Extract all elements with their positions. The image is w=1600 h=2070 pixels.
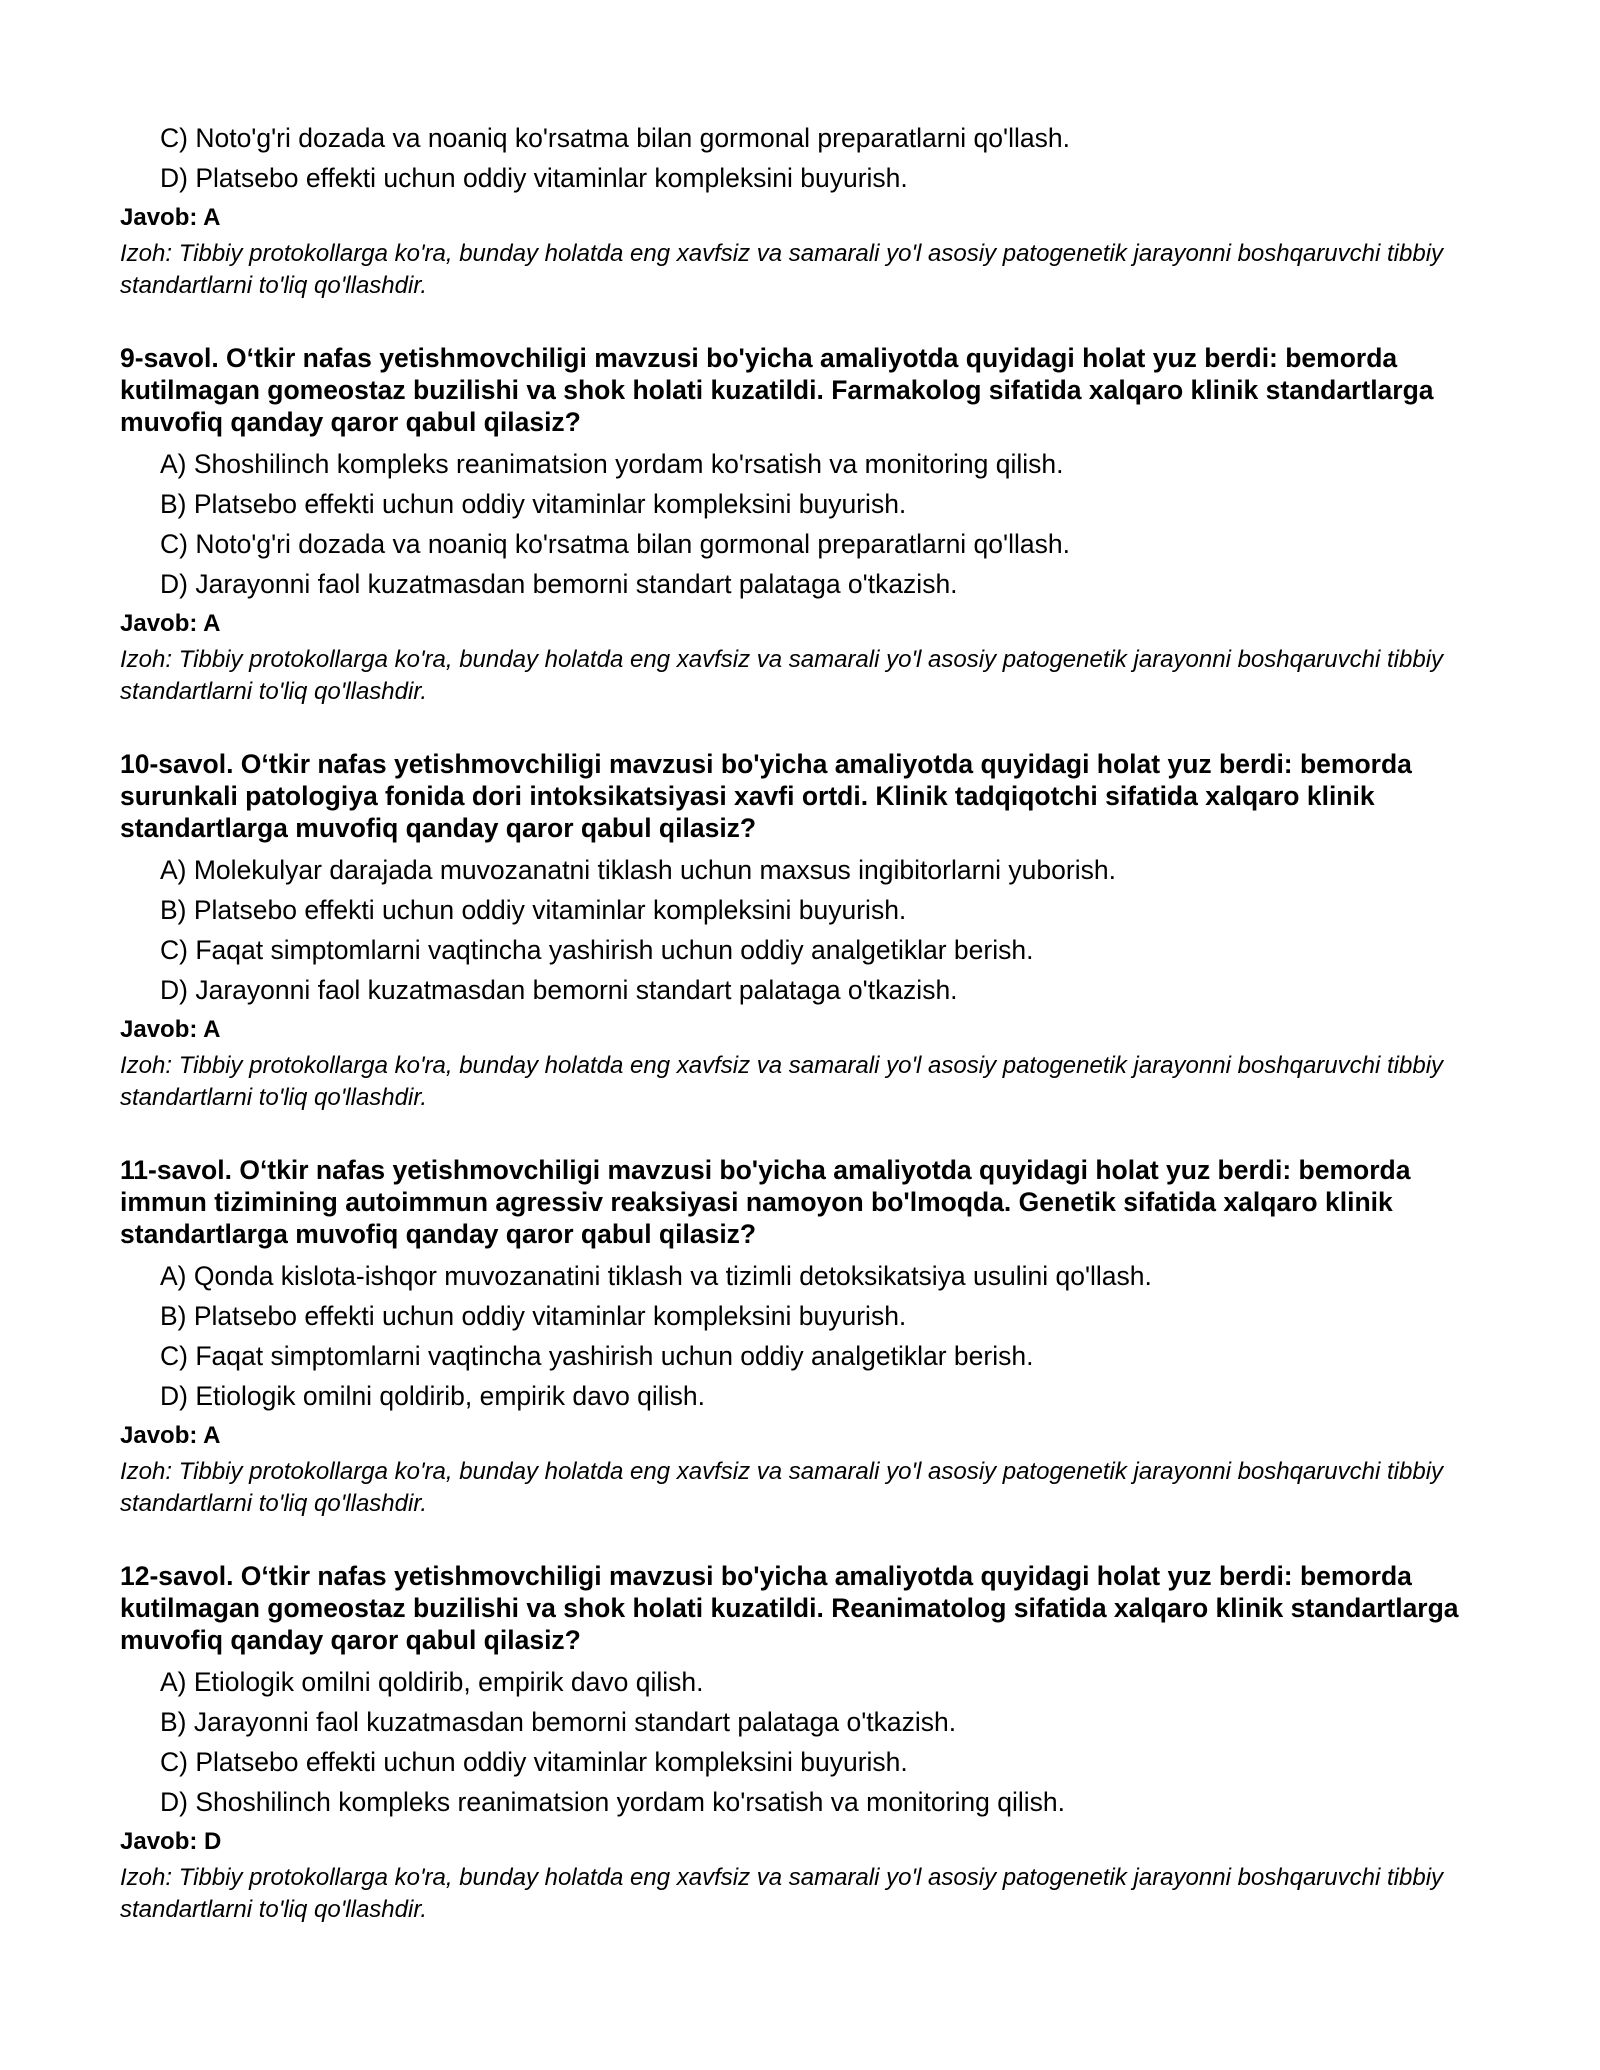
option-c: C) Faqat simptomlarni vaqtincha yashirish uchun oddiy analgetiklar berish. xyxy=(160,935,1034,965)
option-c: C) Noto'g'ri dozada va noaniq ko'rsatma bilan gormonal preparatlarni qo'llash. xyxy=(160,529,1070,559)
document-page xyxy=(120,118,1490,1926)
answer-label: Javob: D xyxy=(120,1828,222,1855)
question-text: 11-savol. O‘tkir nafas yetishmovchiligi mavzusi bo'yicha amaliyotda quyidagi holat yuz berdi: bemorda immun tizimining autoimmun agressiv reaksiyasi namoyon bo'lmoqda. Genetik sifatida xalqaro klinik standartlarga muvofiq qanday qaror qabul qilasiz? xyxy=(120,1155,1411,1249)
explanation-note: Izoh: Tibbiy protokollarga ko'ra, bunday holatda eng xavfsiz va samarali yo'l asosiy patogenetik jarayonni boshqaruvchi tibbiy standartlarni to'liq qo'llashdir. xyxy=(120,646,1444,705)
option-list xyxy=(120,1662,1490,1822)
question-9 xyxy=(120,342,1490,708)
option-d: D) Platsebo effekti uchun oddiy vitaminlar kompleksini buyurish. xyxy=(160,163,908,193)
answer-label: Javob: A xyxy=(120,1016,221,1043)
question-10 xyxy=(120,748,1490,1114)
question-12 xyxy=(120,1560,1490,1926)
option-list xyxy=(120,1256,1490,1416)
option-d: D) Etiologik omilni qoldirib, empirik davo qilish. xyxy=(160,1381,705,1411)
option-b: B) Platsebo effekti uchun oddiy vitaminlar kompleksini buyurish. xyxy=(160,1301,907,1331)
question-text: 10-savol. O‘tkir nafas yetishmovchiligi mavzusi bo'yicha amaliyotda quyidagi holat yuz berdi: bemorda surunkali patologiya fonida dori intoksikatsiyasi xavfi ortdi. Klinik tadqiqotchi sifatida xalqaro klinik standartlarga muvofiq qanday qaror qabul qilasiz? xyxy=(120,749,1412,843)
option-d: D) Jarayonni faol kuzatmasdan bemorni standart palataga o'tkazish. xyxy=(160,569,958,599)
option-d: D) Jarayonni faol kuzatmasdan bemorni standart palataga o'tkazish. xyxy=(160,975,958,1005)
option-a: A) Molekulyar darajada muvozanatni tiklash uchun maxsus ingibitorlarni yuborish. xyxy=(160,855,1116,885)
answer-label: Javob: A xyxy=(120,1422,221,1449)
option-b: B) Jarayonni faol kuzatmasdan bemorni standart palataga o'tkazish. xyxy=(160,1707,957,1737)
explanation-note: Izoh: Tibbiy protokollarga ko'ra, bunday holatda eng xavfsiz va samarali yo'l asosiy patogenetik jarayonni boshqaruvchi tibbiy standartlarni to'liq qo'llashdir. xyxy=(120,1052,1444,1111)
option-a: A) Shoshilinch kompleks reanimatsion yordam ko'rsatish va monitoring qilish. xyxy=(160,449,1064,479)
option-list xyxy=(120,118,1490,198)
option-b: B) Platsebo effekti uchun oddiy vitaminlar kompleksini buyurish. xyxy=(160,895,907,925)
option-a: A) Qonda kislota-ishqor muvozanatini tiklash va tizimli detoksikatsiya usulini qo'llash. xyxy=(160,1261,1152,1291)
explanation-note: Izoh: Tibbiy protokollarga ko'ra, bunday holatda eng xavfsiz va samarali yo'l asosiy patogenetik jarayonni boshqaruvchi tibbiy standartlarni to'liq qo'llashdir. xyxy=(120,1864,1444,1923)
option-a: A) Etiologik omilni qoldirib, empirik davo qilish. xyxy=(160,1667,704,1697)
option-list xyxy=(120,850,1490,1010)
question-text: 12-savol. O‘tkir nafas yetishmovchiligi mavzusi bo'yicha amaliyotda quyidagi holat yuz berdi: bemorda kutilmagan gomeostaz buzilishi va shok holati kuzatildi. Reanimatolog sifatida xalqaro klinik standartlarga muvofiq qanday qaror qabul qilasiz? xyxy=(120,1561,1459,1655)
question-11 xyxy=(120,1154,1490,1520)
option-c: C) Platsebo effekti uchun oddiy vitaminlar kompleksini buyurish. xyxy=(160,1747,908,1777)
option-list xyxy=(120,444,1490,604)
option-c: C) Noto'g'ri dozada va noaniq ko'rsatma bilan gormonal preparatlarni qo'llash. xyxy=(160,123,1070,153)
question-8-continuation xyxy=(120,118,1490,302)
explanation-note: Izoh: Tibbiy protokollarga ko'ra, bunday holatda eng xavfsiz va samarali yo'l asosiy patogenetik jarayonni boshqaruvchi tibbiy standartlarni to'liq qo'llashdir. xyxy=(120,240,1444,299)
answer-label: Javob: A xyxy=(120,610,221,637)
answer-label: Javob: A xyxy=(120,204,221,231)
option-d: D) Shoshilinch kompleks reanimatsion yordam ko'rsatish va monitoring qilish. xyxy=(160,1787,1065,1817)
option-b: B) Platsebo effekti uchun oddiy vitaminlar kompleksini buyurish. xyxy=(160,489,907,519)
option-c: C) Faqat simptomlarni vaqtincha yashirish uchun oddiy analgetiklar berish. xyxy=(160,1341,1034,1371)
question-text: 9-savol. O‘tkir nafas yetishmovchiligi mavzusi bo'yicha amaliyotda quyidagi holat yuz berdi: bemorda kutilmagan gomeostaz buzilishi va shok holati kuzatildi. Farmakolog sifatida xalqaro klinik standartlarga muvofiq qanday qaror qabul qilasiz? xyxy=(120,343,1434,437)
explanation-note: Izoh: Tibbiy protokollarga ko'ra, bunday holatda eng xavfsiz va samarali yo'l asosiy patogenetik jarayonni boshqaruvchi tibbiy standartlarni to'liq qo'llashdir. xyxy=(120,1458,1444,1517)
